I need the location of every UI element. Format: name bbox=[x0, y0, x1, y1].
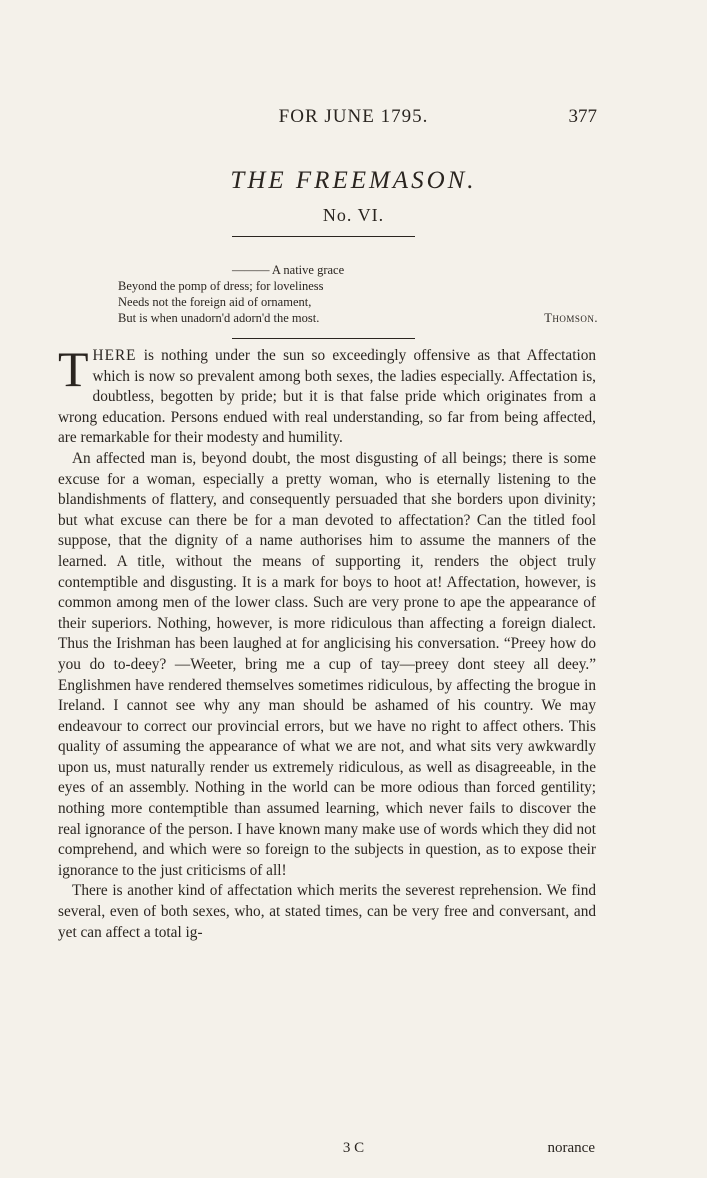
paragraph bbox=[58, 341, 596, 449]
epigraph-rule bbox=[232, 338, 415, 339]
catchword: norance bbox=[547, 1140, 595, 1156]
page-number: 377 bbox=[568, 106, 597, 127]
epigraph bbox=[118, 262, 598, 326]
title-rule bbox=[232, 236, 415, 237]
epigraph-attribution: Thomson. bbox=[544, 311, 598, 325]
article-title: THE FREEMASON. bbox=[230, 167, 477, 194]
paragraph-text: is nothing under the sun so exceedingly offensive as that Affectation which is now so prevalent among both sexes, the ladies especially. Affectation is, doubtless, begotten by pride; but it is that false pride which originates from a wrong education. Persons endued with real understanding, so far from being affected, are remarkable for their modesty and humility. bbox=[58, 347, 596, 447]
paragraph: There is another kind of affectation which merits the severest reprehension. We find several, even of both sexes, who, at stated times, can be very free and conversant, and yet can affect a total ig- bbox=[58, 882, 596, 941]
running-head-title: FOR JUNE 1795. bbox=[278, 106, 429, 127]
epigraph-line: But is when unadorn'd adorn'd the most. bbox=[118, 311, 320, 325]
epigraph-line: Needs not the foreign aid of ornament, bbox=[118, 295, 312, 309]
article-body bbox=[58, 341, 596, 943]
article-number: No. VI. bbox=[322, 205, 385, 225]
epigraph-line: Beyond the pomp of dress; for loveliness bbox=[118, 279, 324, 293]
running-head bbox=[0, 106, 707, 130]
paragraph: An affected man is, beyond doubt, the most disgusting of all beings; there is some excuse for a woman, especially a pretty woman, who is eternally listening to the blandishments of flattery, and consequently persuaded that she borders upon divinity; but what excuse can there be for a man devoted to affectation? Can the titled fool suppose, that the dignity of a name authorises him to assume the manners of the learned. A title, without the means of supporting it, renders the object truly contemptible and disgusting. It is a mark for boys to hoot at! Affectation, however, is common among men of the lower class. Such are very prone to ape the appearance of their superiors. Nothing, however, is more ridiculous than affecting a foreign dialect. Thus the Irishman has been laughed at for anglicising his conversation. “Preey how do you do to-deey? —Weeter, bring me a cup of tay—preey dont steey all deey.” Englishmen have rendered themselves sometimes ridiculous, by affecting the brogue in Ireland. I cannot see why any man should be ashamed of his country. We may endeavour to correct our provincial errors, but we have no right to affect others. This quality of assuming the appearance of what we are not, and what sits very awkwardly upon us, must naturally render us extremely ridiculous, as well as disagreeable, in the eyes of an assembly. Nothing in the world can be more odious than forced gentility; nothing more contemptible than assumed learning, which never fails to discover the real ignorance of the person. I have known many make use of words which they did not comprehend, and which were so foreign to the subjects in question, as to expose their ignorance to the just criticisms of all! bbox=[58, 449, 596, 879]
signature-mark: 3 C bbox=[342, 1140, 365, 1156]
epigraph-line: ——— A native grace bbox=[232, 263, 345, 277]
lead-word: HERE bbox=[92, 347, 137, 364]
drop-cap: T bbox=[58, 341, 89, 397]
